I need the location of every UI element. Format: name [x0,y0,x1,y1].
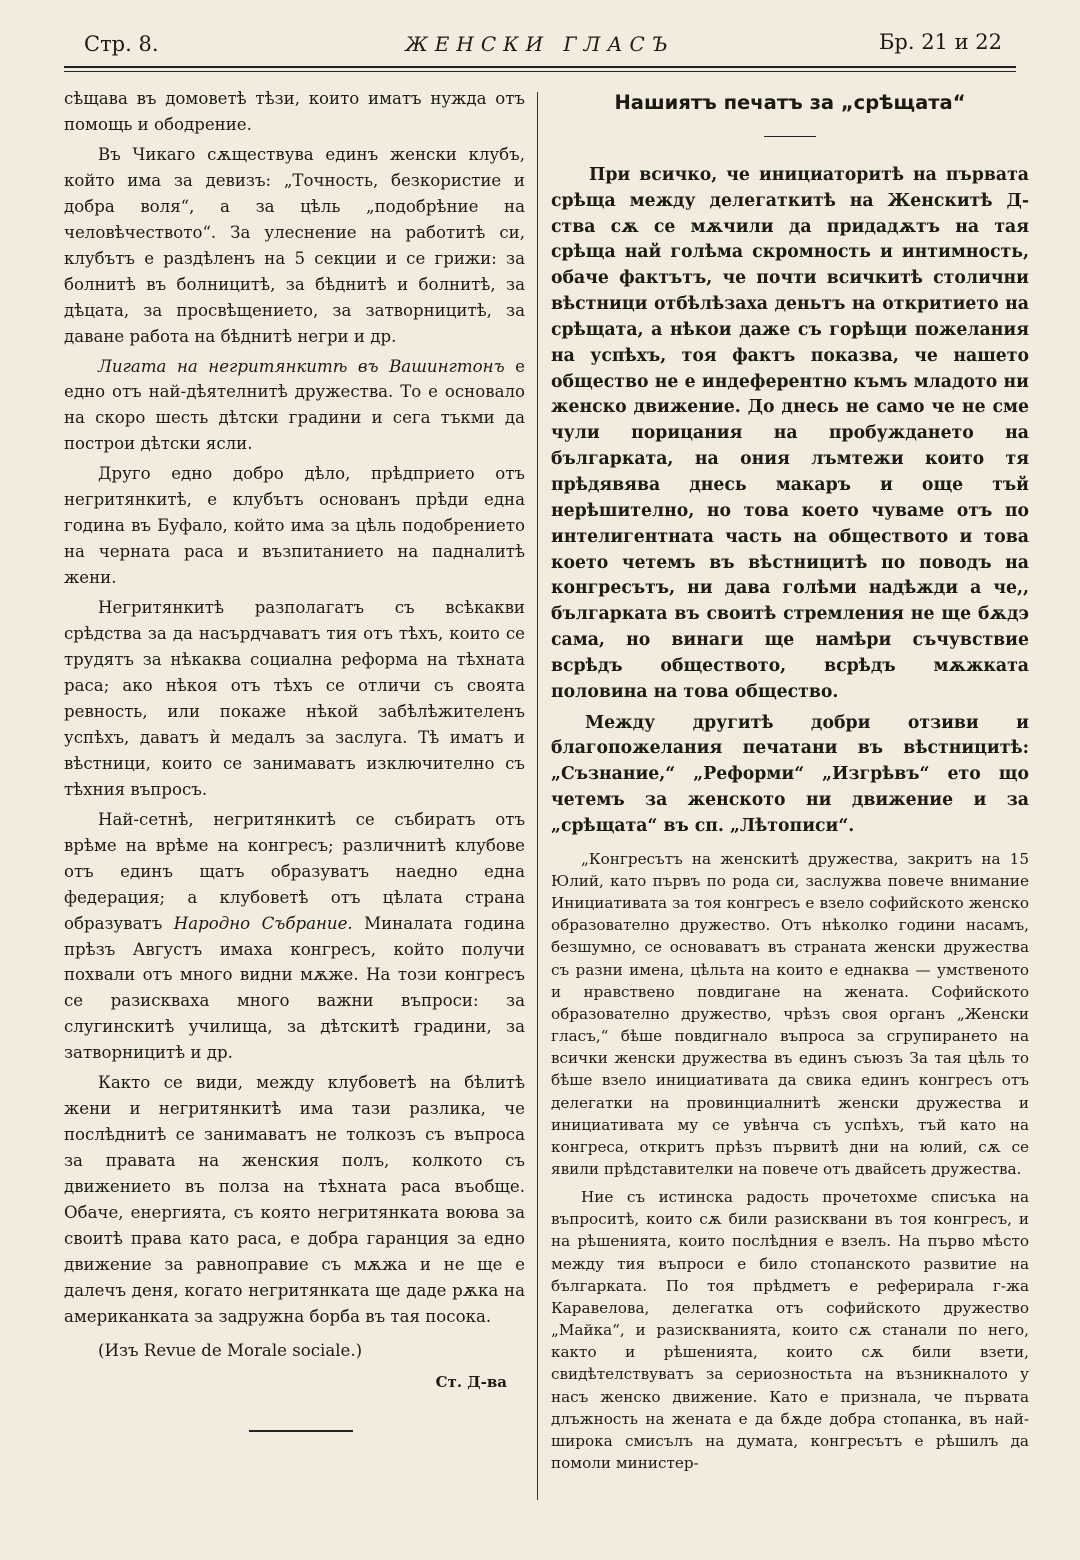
quoted-paragraph: „Конгресътъ на женскитѣ дружества, закритъ на 15 Юлий, като първъ по рода си, заслужва повече внимание Инициативата за тоя конгресъ е взело софийското женско образователно дружество. Отъ нѣколко години насамъ, безшумно, се основаватъ въ страната женски дружества съ разни имена, цѣльта на които е еднаква — умственото и нравствено повдигане на жената. Софийското образователно дружество, чрѣзъ своя органъ „Женски гласъ,“ бѣше повдигнало въпроса за сгрупирането на всички женски дружества въ единъ съюзъ За тая цѣль то бѣше взело инициативата да свика единъ конгресъ отъ делегатки на провинциалнитѣ женски дружества и инициативата му се увѣнча съ успѣхъ, тъй като на конгреса, откритъ прѣзъ първитѣ дни на юлий, сѫ се явили прѣдставителки на повече отъ двайсеть дружества. [551,849,1029,1178]
italic-phrase: Народно Събрание. [173,913,353,933]
paragraph: Негритянкитѣ разполагатъ съ всѣкакви срѣдства за да насърдчаватъ тия отъ тѣхъ, които се трудятъ за нѣкаква социална реформа на тѣхната раса; ако нѣкоя отъ тѣхъ се отличи съ своята ревность, или покаже нѣкой забѣлѣжителенъ успѣхъ, даватъ ѝ медалъ за заслуга. Тѣ иматъ и вѣстници, които се занимаватъ изключително съ тѣхния въпросъ. [64,598,525,799]
paragraph: При всичко, че инициаторитѣ на първата срѣща между делегаткитѣ на Женскитѣ Д-ства сѫ се мѫчили да придадѫтъ на тая срѣща най голѣма скромность и интимность, обаче фактътъ, че почти всичкитѣ столични вѣстници отбѣлѣзаха деньтъ на откритието на срѣщата, а нѣкои даже съ горѣщи пожелания на успѣхъ, тоя фактъ показва, че нашето общество не е индеферентно къмъ младото ни женско движение. До днесь не само че не сме чули порицания на пробуждането на българката, на ония лъмтежи които тя прѣдявява днесь макаръ и още тъй нерѣшително, но това което чуваме отъ по интелигентната часть на обществото и това което четемъ въ вѣстницитѣ по поводъ на конгресътъ, ни дава голѣми надѣжди а че,, българката въ своитѣ стремления не ще бѫдэ сама, но винаги ще намѣри съчувствие всрѣдъ обществото, всрѣдъ мѫжката половина на това общество. [551,164,1029,702]
right-column [551,86,1029,1474]
page-header [64,26,1016,66]
quoted-paragraph: Ние съ истинска радость прочетохме списъка на въпроситѣ, които сѫ били разисквани въ тоя конгресъ, и на рѣшенията, които послѣдния е взелъ. На първо мѣсто между тия въпроси е било стопанското развитие на българката. По тоя прѣдметъ е реферирала г-жа Каравелова, делегатка отъ софийското дружество „Майка“, и разискванията, които сѫ станали по него, както и рѣшенията, които сѫ били взети, свидѣтелствуватъ за сериозностьта на възникналото у насъ женско движение. Като е признала, че първата длъжность на жената е да бѫде добра стопанка, въ най-широка смисълъ на думата, конгресътъ е рѣшилъ да помоли министер- [551,1188,1029,1472]
heading-rule [764,136,816,137]
paragraph: сѣщава въ домоветѣ тѣзи, които иматъ нужда отъ помощь и ободрение. [64,89,525,134]
page-number: Стр. 8. [84,32,159,56]
paragraph: Между другитѣ добри отзиви и благопожелания печатани въ вѣстницитѣ: „Съзнание,“ „Реформи“ „Изгрѣвъ“ ето що четемъ за женското ни движение и за „срѣщата“ въ сп. „Лѣтописи“. [551,712,1029,836]
article-end-rule [249,1430,353,1432]
left-column [64,86,525,1432]
paragraph [64,354,525,458]
author-signature: Ст. Д-ва [435,1372,507,1391]
newspaper-title: ЖЕНСКИ ГЛАСЪ [405,32,675,56]
header-rule-top [64,66,1016,68]
paragraph-text: Най-сетнѣ, негритянкитѣ се събиратъ отъ врѣме на врѣме на конгресъ; различнитѣ клубове отъ единъ щатъ образуватъ наедно една федерация; а клубоветѣ отъ цѣлата страна образуватъ [64,809,525,933]
italic-phrase: Лигата на негритянкитѣ въ Вашингтонъ [98,356,505,376]
paragraph-text: е едно отъ най-дѣятелнитѣ дружества. То е основало на скоро шесть дѣтски градини и сега тъкми да построи дѣтски ясли. [64,356,525,454]
column-divider [537,92,538,1500]
paragraph [64,807,525,1067]
paragraph: Въ Чикаго сѫществува единъ женски клубъ, който има за девизъ: „Точность, безкористие и добра воля“, а за цѣль „подобрѣние на человѣчеството“. За улеснение на работитѣ си, клубътъ е раздѣленъ на 5 секции и се грижи: за болнитѣ въ болницитѣ, за бѣднитѣ и болнитѣ, за дѣцата, за просвѣщението, за затворницитѣ, за даване работа на бѣднитѣ негри и др. [64,144,525,346]
paragraph-text: Миналата година прѣзъ Августъ имаха конгресъ, който получи похвали отъ много видни мѫже. На този конгресъ се разискваха много важни въпроси: за слугинскитѣ училища, за дѣтскитѣ градини, за затворницитѣ и др. [64,913,525,1063]
paragraph: Друго едно добро дѣло, прѣдприето отъ негритянкитѣ, е клубътъ основанъ прѣди една година въ Буфало, който има за цѣль подобрението на черната раса и възпитанието на падналитѣ жени. [64,464,525,588]
header-rule-bottom [64,71,1016,72]
issue-number: Бр. 21 и 22 [878,30,1002,54]
paragraph: Както се види, между клубоветѣ на бѣлитѣ жени и негритянкитѣ има тази разлика, че послѣднитѣ се занимаватъ не толкозъ съ въпроса за правата на женския полъ, колкото съ движението въ полза на тѣхната раса въобще. Обаче, енергията, съ която негритянката воюва за своитѣ права като раса, е добра гаранция за едно движение за равноправие съ мѫжа и не ще е далечъ деня, когато негритянката ще даде рѫка на американката за задружна борба въ тая посока. [64,1073,525,1326]
article-heading: Нашиятъ печатъ за „срѣщата“ [614,91,966,114]
source-citation: (Изъ Revue de Morale sociale.) [98,1340,363,1360]
